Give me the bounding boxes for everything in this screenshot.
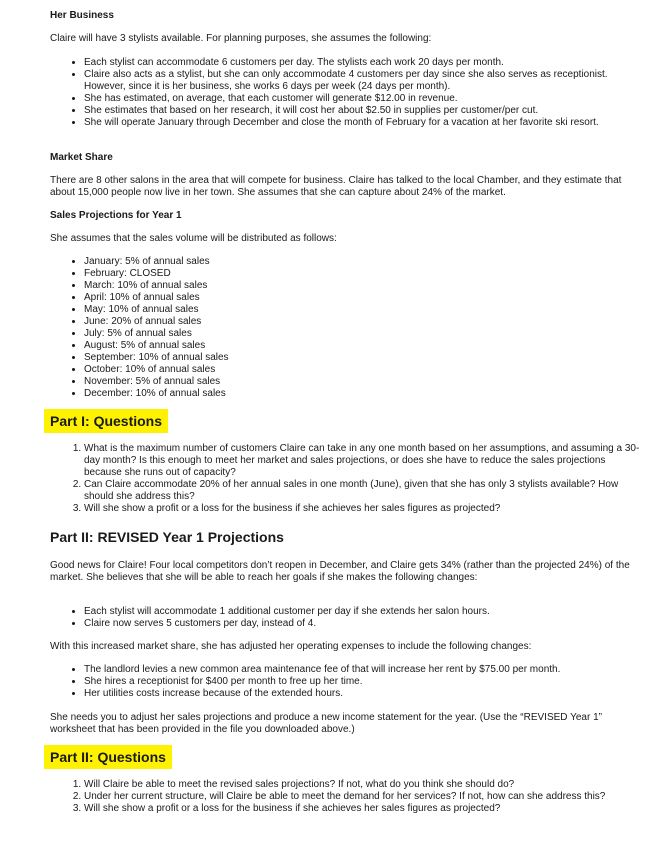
- list-item: 2. Can Claire accommodate 20% of her annual sales in one month (June), given that she has only 3 stylists available? How should she address this?: [84, 479, 644, 503]
- list-item: • She has estimated, on average, that each customer will generate $12.00 in revenue.: [84, 93, 634, 105]
- sales-projections-heading: Sales Projections for Year 1: [50, 210, 182, 221]
- part1-questions-heading: Part I: Questions: [44, 409, 168, 433]
- sales-months-list: [50, 256, 584, 400]
- list-item: • May: 10% of annual sales: [84, 304, 584, 316]
- part2-expenses-list: [50, 664, 651, 700]
- list-item: 1. What is the maximum number of customers Claire can take in any one month based on her assumptions, and assuming a 30-day month? Is this enough to meet her market and sales projections, or does she have to reduce the sales projections because she runs out of capacity?: [84, 443, 644, 479]
- list-item: 2. Under her current structure, will Claire be able to meet the demand for her services? If not, how can she address this?: [84, 791, 624, 803]
- market-share-text: There are 8 other salons in the area that will compete for business. Claire has talked to the local Chamber, and they estimate that about 15,000 people now live in her town. She assumes that she can capture about 24% of the market.: [50, 175, 622, 198]
- list-item: • August: 5% of annual sales: [84, 340, 584, 352]
- list-item: • She estimates that based on her research, it will cost her about $2.50 in supplies per customer/per cut.: [84, 105, 634, 117]
- part2-questions-list: [50, 779, 624, 815]
- list-item: • Claire also acts as a stylist, but she can only accommodate 4 customers per day since she also serves as receptionist. However, since it is her business, she works 6 days per week (24 days per month).: [84, 69, 634, 93]
- list-item: • Each stylist will accommodate 1 additional customer per day if she extends her salon hours.: [84, 606, 644, 618]
- list-item: • February: CLOSED: [84, 268, 584, 280]
- list-item: • January: 5% of annual sales: [84, 256, 584, 268]
- list-item: • July: 5% of annual sales: [84, 328, 584, 340]
- list-item: • March: 10% of annual sales: [84, 280, 584, 292]
- market-share-heading: Market Share: [50, 152, 113, 163]
- part2-questions-heading: Part II: Questions: [44, 745, 172, 769]
- part2-changes-list: [50, 606, 644, 630]
- sales-projections-intro: She assumes that the sales volume will be distributed as follows:: [50, 233, 337, 244]
- list-item: • The landlord levies a new common area maintenance fee of that will increase her rent by $75.00 per month.: [84, 664, 651, 676]
- list-item: • Claire now serves 5 customers per day, instead of 4.: [84, 618, 644, 630]
- list-item: • She will operate January through December and close the month of February for a vacation at her favorite ski resort.: [84, 117, 634, 129]
- list-item: 3. Will she show a profit or a loss for the business if she achieves her sales figures as projected?: [84, 803, 624, 815]
- part1-questions-list: [50, 443, 644, 515]
- list-item: • She hires a receptionist for $400 per month to free up her time.: [84, 676, 651, 688]
- list-item: • Each stylist can accommodate 6 customers per day. The stylists each work 20 days per month.: [84, 57, 634, 69]
- list-item: • November: 5% of annual sales: [84, 376, 584, 388]
- list-item: • June: 20% of annual sales: [84, 316, 584, 328]
- list-item: • October: 10% of annual sales: [84, 364, 584, 376]
- her-business-intro: Claire will have 3 stylists available. For planning purposes, she assumes the following:: [50, 33, 432, 44]
- list-item: • April: 10% of annual sales: [84, 292, 584, 304]
- list-item: • December: 10% of annual sales: [84, 388, 584, 400]
- part2-revised-heading: Part II: REVISED Year 1 Projections: [50, 529, 284, 545]
- part2-closing: She needs you to adjust her sales projections and produce a new income statement for the year. (Use the “REVISED Year 1” worksheet that has been provided in the file you downloaded above.): [50, 712, 602, 735]
- list-item: • September: 10% of annual sales: [84, 352, 584, 364]
- part2-revised-intro: Good news for Claire! Four local competitors don’t reopen in December, and Claire gets 34% (rather than the projected 24%) of the market. She believes that she will be able to reach her goals if she makes the following changes:: [50, 560, 630, 583]
- list-item: 1. Will Claire be able to meet the revised sales projections? If not, what do you think she should do?: [84, 779, 624, 791]
- her-business-list: [50, 57, 634, 129]
- list-item: • Her utilities costs increase because of the extended hours.: [84, 688, 651, 700]
- part2-expenses-intro: With this increased market share, she has adjusted her operating expenses to include the following changes:: [50, 641, 532, 652]
- list-item: 3. Will she show a profit or a loss for the business if she achieves her sales figures as projected?: [84, 503, 644, 515]
- her-business-heading: Her Business: [50, 10, 114, 21]
